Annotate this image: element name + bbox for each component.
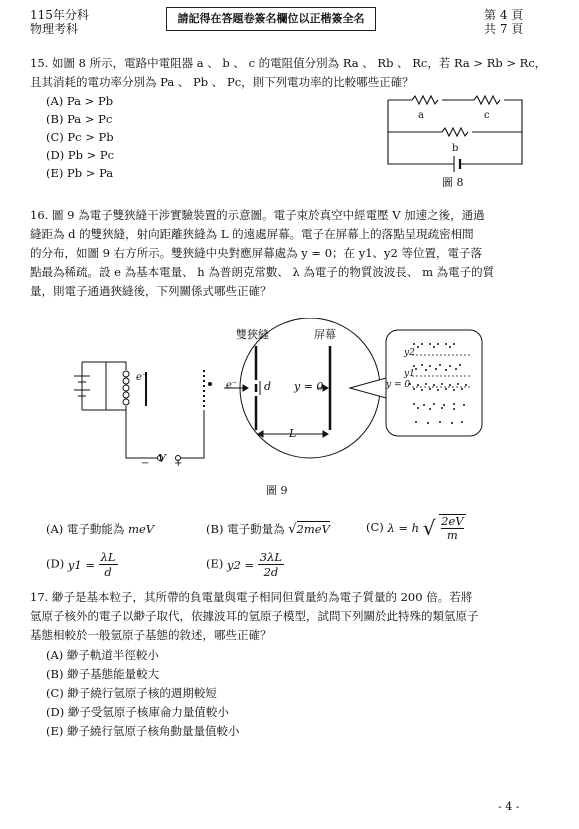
label-minus: − <box>141 458 150 469</box>
double-slit-figure-9 <box>60 318 540 478</box>
q16-option-c[interactable]: (C) λ = h √ $\frac{2eV}{m}$ <box>366 514 464 542</box>
q16-option-d[interactable]: (D) y1 = $\frac{\lambda L}{d}$ <box>46 550 116 579</box>
q17-option-c[interactable]: (C) 緲子繞行氫原子核的週期較短 <box>46 686 217 700</box>
q17-stem-line1: 17. 緲子是基本粒子，其所帶的負電量與電子相同但質量約為電子質量的 200 倍。若將 <box>30 590 473 604</box>
circuit-figure-8 <box>380 92 530 172</box>
label-plus: + <box>174 458 183 469</box>
label-L: L <box>289 427 297 440</box>
q16-stem-line2: 縫距為 d 的雙狹縫，射向距離狹縫為 L 的遠處屏幕。電子在屏幕上的落點呈現疏密相間 <box>30 227 474 241</box>
signature-banner: 請記得在答題卷簽名欄位以正楷簽全名 <box>166 7 376 31</box>
label-electron-beam: e⁻ <box>226 380 238 391</box>
label-V: V <box>158 452 166 465</box>
q16-stem-line4: 點最為稀疏。設 e 為基本電量、 h 為普朗克常數、 λ 為電子的物質波波長、 m 為電子的質 <box>30 265 495 279</box>
label-y0: y = 0 <box>294 380 324 393</box>
figure-9-caption: 圖 9 <box>266 484 288 497</box>
label-c: c <box>484 110 490 121</box>
q15-option-e[interactable]: (E) Pb > Pa <box>46 166 114 180</box>
subject-name: 物理考科 <box>30 22 79 36</box>
resistor-c <box>474 96 500 104</box>
q17-option-d[interactable]: (D) 緲子受氫原子核庫侖力量值較小 <box>46 705 229 719</box>
q17-stem-line3: 基態相較於一般氫原子基態的敘述，哪些正確？ <box>30 628 272 642</box>
label-screen: 屏幕 <box>314 328 336 341</box>
q16-option-a[interactable]: (A) 電子動能為 meV <box>46 522 155 536</box>
page-total: 共 7 頁 <box>484 22 524 36</box>
label-y0-right: y = 0 <box>386 380 411 390</box>
resistor-a <box>412 96 438 104</box>
q17-stem-line2: 氫原子核外的電子以緲子取代，依據波耳的氫原子模型，試問下列關於此特殊的類氫原子 <box>30 609 479 623</box>
q15-stem-line2: 且其消耗的電功率分別為 Pa 、 Pb 、 Pc，則下列電功率的比較哪些正確？ <box>30 75 414 89</box>
q17-option-a[interactable]: (A) 緲子軌道半徑較小 <box>46 648 159 662</box>
label-b: b <box>452 143 459 154</box>
q16-option-e[interactable]: (E) y2 = $\frac{3\lambda L}{2d}$ <box>206 550 283 579</box>
q16-stem-line3: 的分布，如圖 9 右方所示。雙狹縫中央對應屏幕處為 y = 0；在 y1、y2 等位置，電子落 <box>30 246 482 260</box>
q16-stem-line5: 量，則電子通過狹縫後，下列關係式哪些正確？ <box>30 284 272 298</box>
page-number-footer: - 4 - <box>498 800 520 813</box>
filament-coil <box>123 371 129 405</box>
subject-year: 115年分科 <box>30 8 89 22</box>
page-current: 第 4 頁 <box>484 8 524 22</box>
label-double-slit: 雙狹縫 <box>236 328 269 341</box>
q15-option-c[interactable]: (C) Pc > Pb <box>46 130 114 144</box>
q17-option-b[interactable]: (B) 緲子基態能量較大 <box>46 667 160 681</box>
label-y1: y1 <box>404 369 415 379</box>
resistor-b <box>442 128 468 136</box>
figure-8-caption: 圖 8 <box>442 176 464 189</box>
q15-option-a[interactable]: (A) Pa > Pb <box>46 94 114 108</box>
sqrt-symbol: √ <box>288 522 297 537</box>
q17-option-e[interactable]: (E) 緲子繞行氫原子核角動量量值較小 <box>46 724 240 738</box>
sqrt-symbol: √ <box>422 516 436 540</box>
label-d: d <box>264 380 272 393</box>
q16-stem-line1: 16. 圖 9 為電子雙狹縫干涉實驗裝置的示意圖。電子束於真空中經電壓 V 加速之後，通過 <box>30 208 485 222</box>
label-y2: y2 <box>404 348 415 358</box>
label-a: a <box>418 110 424 121</box>
q15-option-b[interactable]: (B) Pa > Pc <box>46 112 113 126</box>
q15-option-d[interactable]: (D) Pb > Pc <box>46 148 115 162</box>
q16-option-b[interactable]: (B) 電子動量為 √2meV <box>206 522 330 537</box>
q15-stem-line1: 15. 如圖 8 所示，電路中電阻器 a 、 b 、 c 的電阻值分別為 Ra 、 Rb 、 Rc，若 Ra > Rb > Rc， <box>30 56 547 70</box>
label-electrons: e⁻ <box>136 372 148 383</box>
